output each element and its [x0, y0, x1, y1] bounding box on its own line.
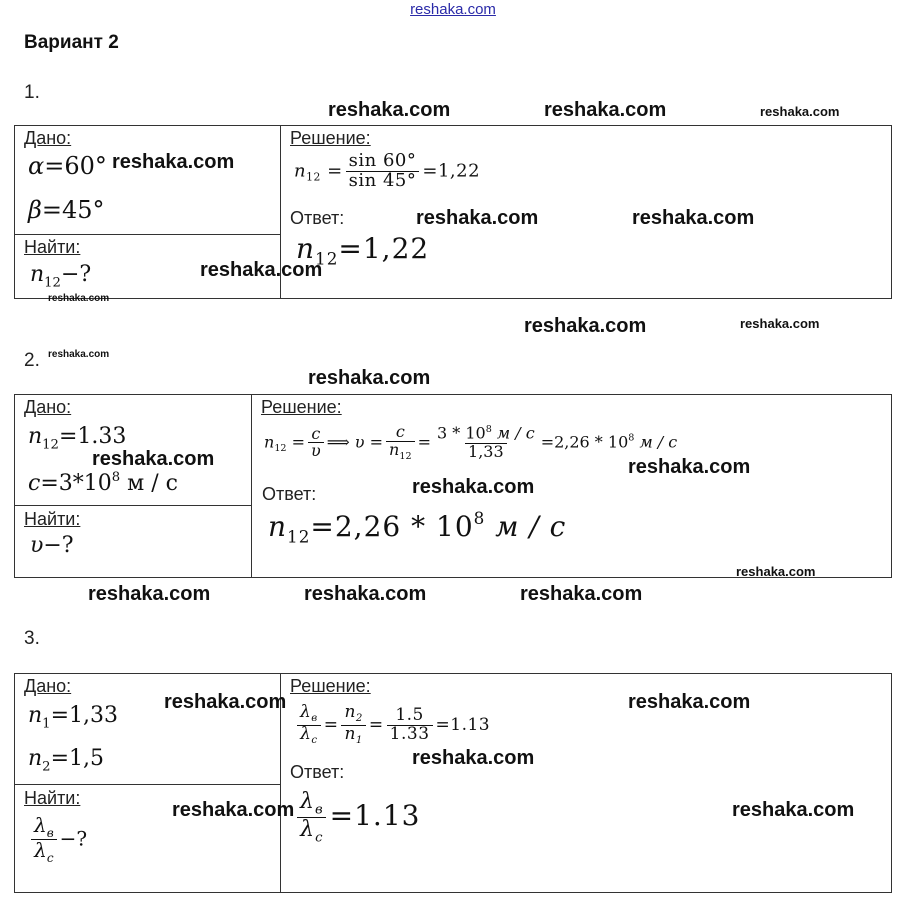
watermark: reshaka.com: [328, 99, 451, 121]
problem-1-given-beta: β=45°: [28, 196, 105, 224]
page-title: Вариант 2: [24, 32, 119, 53]
watermark: reshaka.com: [308, 367, 431, 389]
problem-1-find-label: Найти:: [24, 237, 81, 257]
watermark: reshaka.com: [412, 747, 535, 769]
watermark: reshaka.com: [88, 583, 211, 605]
watermark: reshaka.com: [736, 564, 816, 579]
problem-2-given-c: $c=3*10^8$ м / с: [28, 470, 178, 497]
problem-3-given-label: Дано:: [24, 676, 72, 696]
problem-3-find-value: $\frac{\lambda_в}{\lambda_с}$ −?: [28, 815, 87, 865]
problem-2-solution-label: Решение:: [261, 397, 342, 417]
problem-2-find-label: Найти:: [24, 509, 81, 529]
problem-2-given-label: Дано:: [24, 397, 72, 417]
problem-3-find-label: Найти:: [24, 788, 81, 808]
watermark: reshaka.com: [544, 99, 667, 121]
watermark: reshaka.com: [412, 476, 535, 498]
watermark: reshaka.com: [92, 448, 215, 470]
problem-3-number: 3.: [24, 628, 40, 649]
watermark: reshaka.com: [732, 799, 855, 821]
watermark: reshaka.com: [112, 151, 235, 173]
problem-3-given-n1: $n_1=1,33$: [28, 703, 118, 732]
problem-1-given-label: Дано:: [24, 128, 72, 148]
problem-2-answer: $n_{12}=2,26 * 10^8$ м / с: [268, 508, 567, 547]
watermark: reshaka.com: [200, 259, 323, 281]
site-header-link[interactable]: reshaka.com: [410, 1, 496, 18]
problem-1-answer-label: Ответ:: [290, 208, 345, 228]
watermark: reshaka.com: [740, 316, 820, 331]
problem-1-given-divider: [14, 234, 280, 235]
problem-3-answer: $\frac{\lambda_в}{\lambda_с}$ =1.13: [294, 790, 420, 845]
watermark: reshaka.com: [48, 349, 110, 360]
watermark: reshaka.com: [48, 293, 110, 304]
problem-3-given-n2: $n_2=1,5$: [28, 746, 104, 775]
problem-2-solution-formula: $n_{12}$ = $\frac{c}{\upsilon}$ ⟹ υ = $\frac{c}{n_{12}}$ = $\frac{3 * 10^8 м / с}{1,33}$ $=2,26 * 10^8$ м / с: [264, 422, 678, 462]
watermark: reshaka.com: [628, 691, 751, 713]
problem-1-solution-label: Решение:: [290, 128, 371, 148]
problem-2-find-value: υ−?: [30, 533, 74, 558]
problem-3-answer-label: Ответ:: [290, 762, 345, 782]
problem-2-number: 2.: [24, 350, 40, 371]
problem-2-given-divider: [14, 505, 251, 506]
problem-1-answer: $n_{12}=1,22$: [296, 232, 430, 269]
problem-1-number: 1.: [24, 82, 40, 103]
watermark: reshaka.com: [632, 207, 755, 229]
watermark: reshaka.com: [628, 456, 751, 478]
watermark: reshaka.com: [520, 583, 643, 605]
watermark: reshaka.com: [164, 691, 287, 713]
problem-1-find-value: $n_{12}-$?: [30, 262, 92, 291]
problem-3-solution-label: Решение:: [290, 676, 371, 696]
problem-2-given-n12: $n_{12}=1.33$: [28, 424, 127, 453]
problem-3-solution-formula: $\frac{\lambda_в}{\lambda_с}$ = $\frac{n_2}{n_1}$ = $\frac{1.5}{1.33}$ =1.13: [294, 704, 490, 747]
problem-3-given-divider: [14, 784, 280, 785]
problem-2-divider: [251, 394, 252, 578]
watermark: reshaka.com: [416, 207, 539, 229]
watermark: reshaka.com: [760, 104, 840, 119]
problem-2-answer-label: Ответ:: [262, 484, 317, 504]
problem-1-solution-formula: $n_{12}$ = $\frac{\sin 60^\circ}{\sin 45^\circ}$ =1,22: [294, 150, 481, 191]
watermark: reshaka.com: [524, 315, 647, 337]
watermark: reshaka.com: [172, 799, 295, 821]
problem-1-given-alpha: α=60°: [28, 152, 107, 180]
watermark: reshaka.com: [304, 583, 427, 605]
